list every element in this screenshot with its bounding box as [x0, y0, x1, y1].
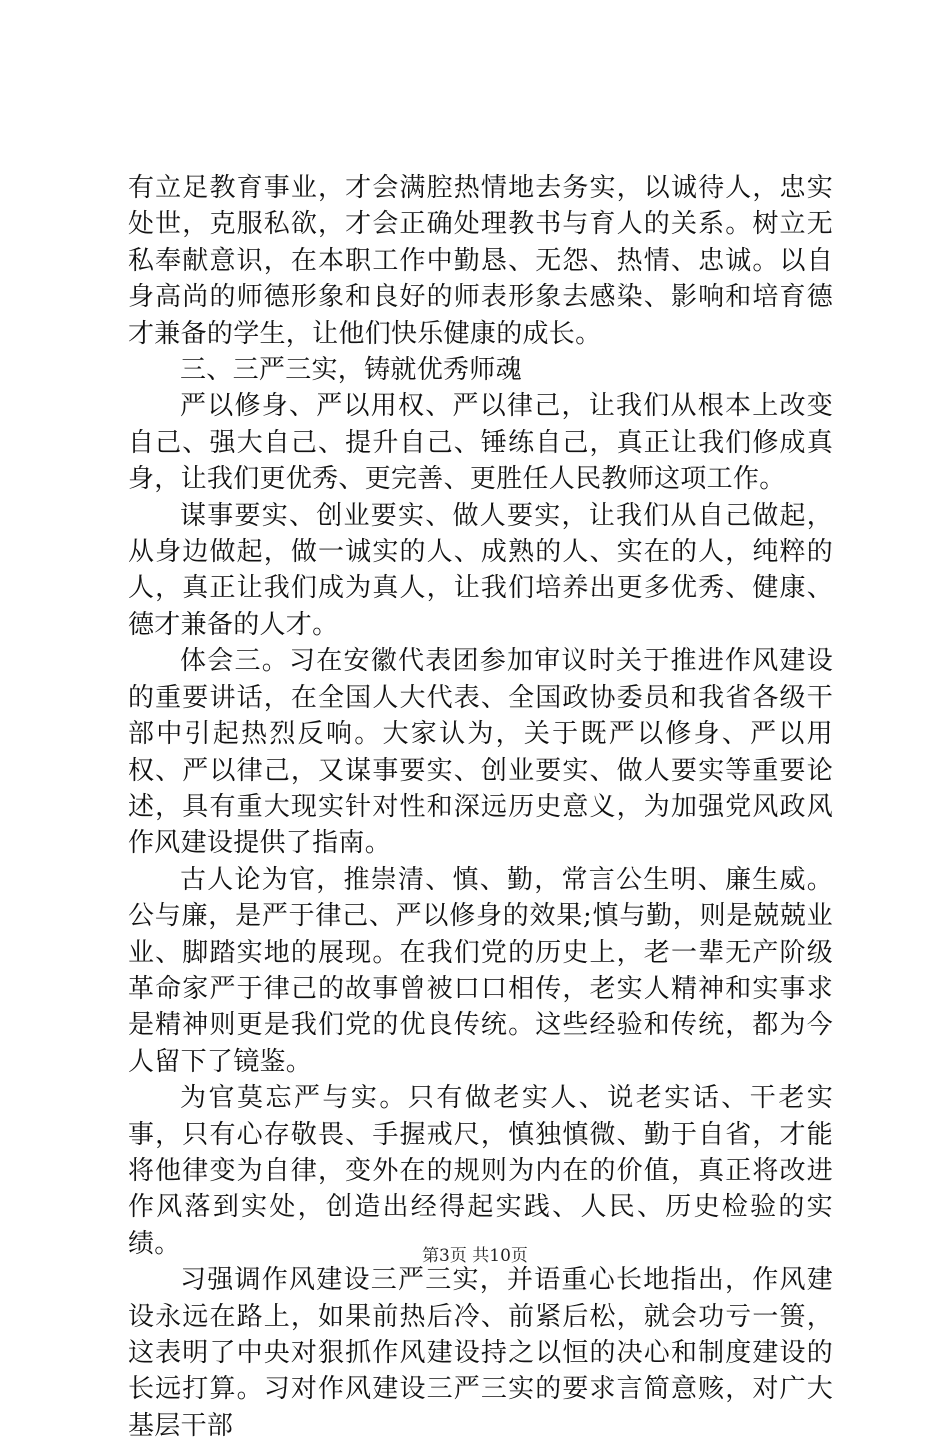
paragraph-6: 古人论为官，推崇清、慎、勤，常言公生明、廉生威。公与廉，是严于律己、严以修身的效果;慎与勤，则是兢兢业业、脚踏实地的展现。在我们党的历史上，老一辈无产阶级革命家严于律己的故事曾被口口相传，老实人精神和实事求是精神则更是我们党的优良传统。这些经验和传统，都为今人留下了镜鉴。	[128, 864, 833, 1077]
paragraph-7: 为官莫忘严与实。只有做老实人、说老实话、干老实事，只有心存敬畏、手握戒尺，慎独慎微、勤于自省，才能将他律变为自律，变外在的规则为内在的价值，真正将改进作风落到实处，创造出经得起实践、人民、历史检验的实绩。	[128, 1083, 833, 1259]
paragraph-3: 严以修身、严以用权、严以律己，让我们从根本上改变自己、强大自己、提升自己、锤练自己，真正让我们修成真身，让我们更优秀、更完善、更胜任人民教师这项工作。	[128, 391, 833, 495]
paragraph-1: 有立足教育事业，才会满腔热情地去务实，以诚待人，忠实处世，克服私欲，才会正确处理教书与育人的关系。树立无私奉献意识，在本职工作中勤恳、无怨、热情、忠诚。以自身高尚的师德形象和良好的师表形象去感染、影响和培育德才兼备的学生，让他们快乐健康的成长。	[128, 173, 833, 349]
paragraph-4: 谋事要实、创业要实、做人要实，让我们从自己做起，从身边做起，做一诚实的人、成熟的人、实在的人，纯粹的人，真正让我们成为真人，让我们培养出更多优秀、健康、德才兼备的人才。	[128, 500, 833, 640]
section-heading: 三、三严三实，铸就优秀师魂	[180, 355, 522, 386]
paragraph-5: 体会三。习在安徽代表团参加审议时关于推进作风建设的重要讲话，在全国人大代表、全国政协委员和我省各级干部中引起热烈反响。大家认为，关于既严以修身、严以用权、严以律己，又谋事要实、创业要实、做人要实等重要论述，具有重大现实针对性和深远历史意义，为加强党风政风作风建设提供了指南。	[128, 646, 833, 859]
page-number-footer: 第3页 共10页	[422, 1246, 528, 1266]
paragraph-8: 习强调作风建设三严三实，并语重心长地指出，作风建设永远在路上，如果前热后冷、前紧后松，就会功亏一篑，这表明了中央对狠抓作风建设持之以恒的决心和制度建设的长远打算。习对作风建设三严三实的要求言简意赅，对广大基层干部	[128, 1265, 833, 1441]
